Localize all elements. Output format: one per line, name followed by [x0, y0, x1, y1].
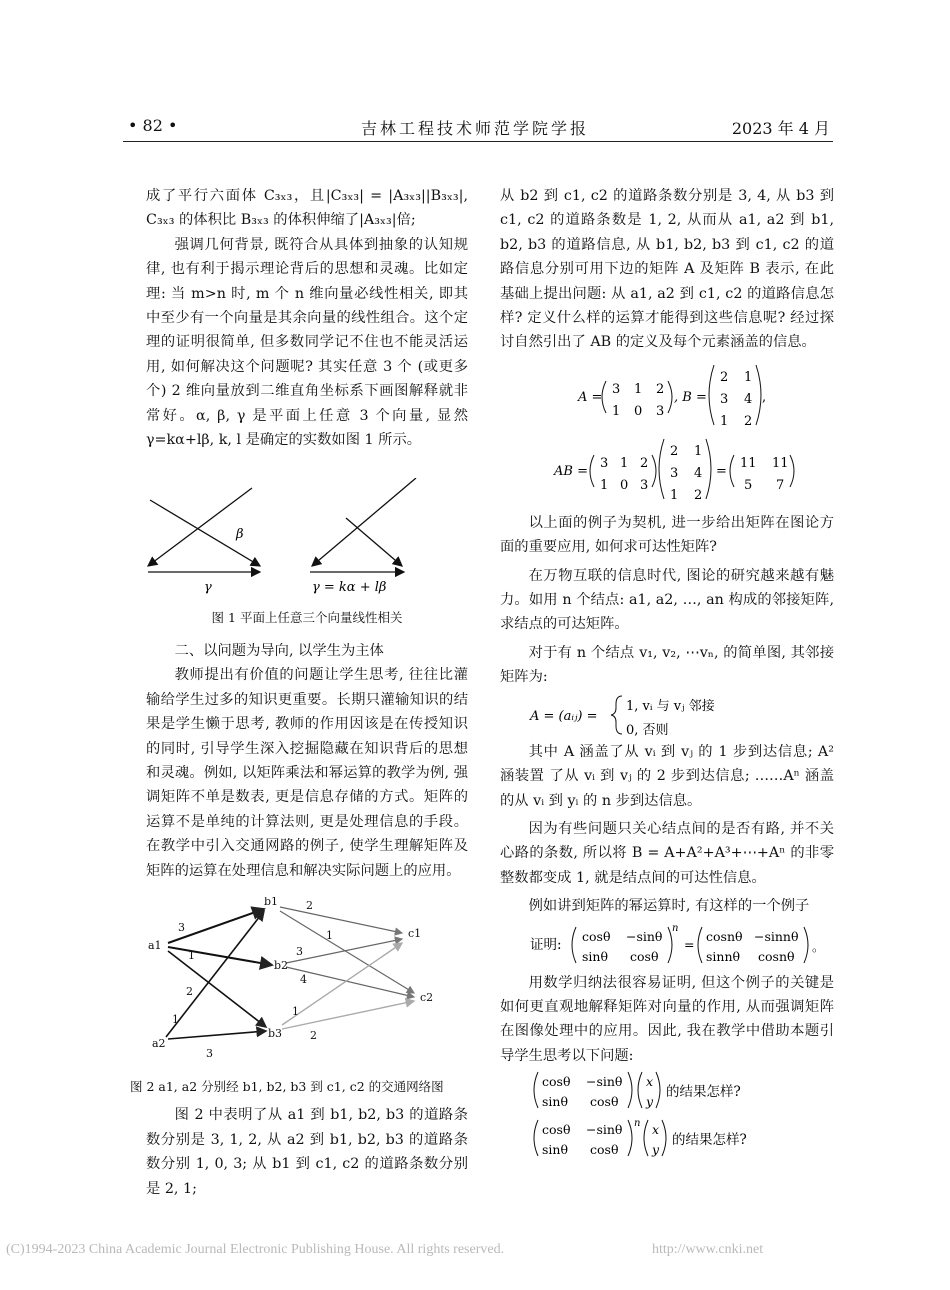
edge-label: 3: [178, 920, 185, 934]
alpha-vector: [312, 478, 416, 566]
rotation-identity: [500, 919, 834, 971]
matrix-cell: 2: [720, 369, 729, 385]
left-paren: [602, 381, 606, 413]
paragraph: 对于有 n 个结点 v₁, v₂, ⋯vₙ, 的简单图, 其邻接矩阵为:: [500, 644, 834, 686]
edge-label: 1: [188, 948, 195, 962]
right-paren: [804, 927, 808, 963]
matrix-cell: sinnθ: [706, 948, 741, 964]
paragraph: 以上面的例子为契机, 进一步给出矩阵在图论方面的重要应用, 如何求可达性矩阵?: [500, 514, 834, 556]
matrix-b-label: , B =: [674, 389, 707, 405]
matrix-cell: −sinθ: [586, 1122, 623, 1138]
matrix-cell: cosθ: [542, 1074, 571, 1090]
paragraph: 从 b2 到 c1, c2 的道路条数分别是 3, 4, 从 b3 到 c1, c2 的道路条数是 1, 2, 从而从 a1, a2 到 b1, b2, b3 的道路信息, 从 b1, b2, b3 到 c1, c2 的道路信息分别可用下边的矩阵 A 及矩阵 B 表示, 在此基础上提出问题: 从 a1, a2 到 c1, c2 的道路信息怎样? 定义什么样的运算才能得到这些信息呢? 经过探讨自然引出了 AB 的定义及每个元素涵盖的信息。: [500, 188, 834, 351]
left-paren: [534, 1120, 538, 1156]
beta-vector: [346, 518, 402, 566]
case-otherwise: 0, 否则: [626, 722, 669, 738]
matrix-cell: 1: [620, 455, 629, 471]
matrix-cell: 1: [694, 443, 703, 459]
matrix-a-label: A =: [578, 389, 603, 405]
paragraph: 图 2 中表明了从 a1 到 b1, b2, b3 的道路条数分别是 3, 1, 2, 从 a2 到 b1, b2, b3 的道路条数分别 1, 0, 3; 从 b1 到 c1, c2 的道路条数分别是 2, 1;: [146, 1107, 468, 1197]
left-paren: [644, 1120, 648, 1156]
matrix-cell: cosθ: [582, 928, 611, 944]
matrix-cell: 2: [640, 455, 649, 471]
gamma-label: γ: [204, 580, 212, 596]
matrix-cell: 2: [694, 487, 703, 503]
paragraph: 因为有些问题只关心结点间的是否有路, 并不关心路的条数, 所以将 B = A+A²+A³+⋯+Aⁿ 的非零整数都变成 1, 就是结点间的可达性信息。: [500, 820, 834, 886]
edge-a2-b3: [168, 1031, 266, 1039]
matrix-cell: 3: [670, 465, 679, 481]
edge-b2-c1: [286, 939, 402, 963]
paragraph: 例如讲到矩阵的幂运算时, 有这样的一个例子: [528, 898, 810, 915]
left-paren: [659, 439, 664, 499]
matrix-cell: 5: [744, 477, 753, 493]
matrix-cell: 2: [744, 413, 753, 429]
paragraph: 成了平行六面体 C₃ₓ₃，且|C₃ₓ₃| = |A₃ₓ₃||B₃ₓ₃|, C₃ₓ₃ 的体积比 B₃ₓ₃ 的体积伸缩了|A₃ₓ₃|倍;: [146, 188, 468, 229]
footer-url[interactable]: http://www.cnki.net: [652, 1242, 764, 1257]
matrix-cell: 1: [600, 477, 609, 493]
adjacency-lhs: A = (aᵢⱼ) =: [530, 708, 598, 724]
edge-b3-c2: [282, 1001, 414, 1029]
running-header: [0, 116, 950, 142]
matrix-cell: sinθ: [542, 1142, 568, 1158]
question-2: [500, 1116, 834, 1162]
vector-cell: x: [646, 1074, 654, 1090]
beta-label: β: [236, 527, 244, 543]
matrix-cell: cosθ: [590, 1094, 619, 1110]
copyright-notice: (C)1994-2023 China Academic Journal Electronic Publishing House. All rights reserved.: [6, 1242, 505, 1257]
question-text: 的结果怎样?: [672, 1132, 747, 1149]
edge-label: 1: [326, 928, 333, 942]
issue-date: 2023 年 4 月: [731, 119, 830, 138]
matrix-cell: 1: [720, 413, 729, 429]
left-paren: [590, 455, 594, 487]
punctuation: ,: [762, 389, 767, 405]
paragraph: 用数学归纳法很容易证明, 但这个例子的关键是如何更直观地解释矩阵对向量的作用, 从而强调矩阵在图像处理中的应用。因此, 我在教学中借助本题引导学生思考以下问题:: [500, 974, 834, 1064]
right-paren: [790, 455, 794, 487]
paragraph: 其中 A 涵盖了从 vᵢ 到 vⱼ 的 1 步到达信息; A² 涵装置 了从 vᵢ 到 vⱼ 的 2 步到达信息; ……Aⁿ 涵盖的从 vᵢ 到 yᵢ 的 n 步到达信息。: [500, 743, 834, 809]
node-b2: b2: [274, 958, 289, 972]
paragraph: 在万物互联的信息时代, 图论的研究越来越有魅力。如用 n 个结点: a1, a2, …, an 构成的邻接矩阵, 求结点的可达矩阵。: [500, 567, 834, 633]
edge-label: 2: [310, 1028, 317, 1042]
edge-label: 3: [206, 1046, 213, 1060]
right-column: [500, 184, 834, 1162]
left-paren: [572, 927, 576, 963]
node-a1: a1: [148, 938, 162, 952]
paragraph: 强调几何背景, 既符合从具体到抽象的认知规律, 也有利于揭示理论背后的思想和灵魂。比如定理: 当 m>n 时, m 个 n 维向量必线性相关, 即其中至少有一个向量是其余向量的线性组合。这个定理的证明很简单, 但多数同学记不住也不能灵活运用, 如何解决这个问题呢? 其实任意 3 个 (或更多个) 2 维向量放到二维直角坐标系下画图解释就非常好。α, β, γ 是平面上任意 3 个向量, 显然 γ=kα+lβ, k, l 是确定的实数如图 1 所示。: [146, 236, 468, 449]
matrix-cell: 1: [670, 487, 679, 503]
matrix-definitions: [500, 361, 834, 433]
node-b1: b1: [264, 896, 279, 908]
matrix-cell: 3: [600, 455, 609, 471]
section-heading: 二、以问题为导向, 以学生为主体: [174, 642, 384, 659]
matrix-cell: −sinθ: [626, 928, 663, 944]
figure-2: [146, 897, 468, 1075]
matrix-cell: cosθ: [590, 1142, 619, 1158]
header-rule: [123, 141, 833, 142]
matrix-cell: 1: [744, 369, 753, 385]
right-paren: [652, 455, 656, 487]
combination-equation: γ = kα + lβ: [312, 580, 387, 596]
paragraph: 教师提出有价值的问题让学生思考, 往往比灌输给学生过多的知识更重要。长期只灌输知识的结果是学生懒于思考, 教师的作用因该是在传授知识的同时, 引导学生深入挖掘隐藏在知识背后的思想和灵魂。例如, 以矩阵乘法和幂运算的教学为例, 强调矩阵不单是数表, 更是信息存储的方式。矩阵的运算不是单纯的计算法则, 更是处理信息的手段。在教学中引入交通网路的例子, 使学生理解矩阵及矩阵的运算在处理信息和解决实际问题上的应用。: [146, 667, 468, 879]
left-column: [130, 184, 468, 1201]
matrix-cell: −sinθ: [586, 1074, 623, 1090]
right-paren: [656, 1072, 660, 1108]
right-paren: [706, 439, 711, 499]
matrix-cell: 0: [620, 477, 629, 493]
edge-label: 2: [186, 984, 193, 998]
matrix-cell: 3: [640, 477, 649, 493]
right-paren: [668, 381, 672, 413]
proof-label: 证明:: [530, 936, 562, 953]
matrix-cell: sinθ: [542, 1094, 568, 1110]
matrix-cell: 0: [634, 403, 643, 419]
matrix-cell: cosnθ: [706, 928, 743, 944]
matrix-cell: 3: [720, 391, 729, 407]
node-c1: c1: [408, 926, 422, 940]
matrix-cell: 7: [776, 477, 785, 493]
edge-label: 4: [300, 972, 307, 986]
exponent: n: [672, 922, 679, 934]
vector-cell: x: [652, 1122, 660, 1138]
matrix-cell: cosθ: [630, 948, 659, 964]
edge-label: 3: [296, 944, 303, 958]
vector-cell: y: [646, 1094, 654, 1110]
page-number: • 82 •: [128, 116, 178, 135]
matrix-cell: 2: [670, 443, 679, 459]
product-label: AB =: [554, 463, 588, 479]
left-brace: [611, 696, 622, 734]
matrix-cell: 4: [744, 391, 753, 407]
matrix-cell: 11: [772, 455, 789, 471]
matrix-cell: 4: [694, 465, 703, 481]
matrix-cell: 3: [612, 381, 621, 397]
punctuation: 。: [812, 938, 825, 954]
matrix-cell: 3: [656, 403, 665, 419]
edge-label: 1: [292, 1004, 299, 1018]
matrix-cell: −sinnθ: [754, 928, 799, 944]
node-b3: b3: [268, 1026, 283, 1040]
equals-sign: =: [684, 936, 695, 952]
figure-2-network: [146, 897, 468, 1075]
edge-b1-c1: [280, 907, 402, 933]
matrix-cell: sinθ: [582, 948, 608, 964]
matrix-cell: 11: [740, 455, 757, 471]
question-1: [500, 1068, 834, 1114]
left-paren: [638, 1072, 642, 1108]
left-paren: [698, 927, 702, 963]
right-paren: [756, 365, 761, 425]
matrix-cell: 1: [634, 381, 643, 397]
edge-label: 1: [172, 1012, 179, 1026]
matrix-product: [500, 435, 834, 507]
exponent: n: [634, 1118, 641, 1130]
figure-1-caption: 图 1 平面上任意三个向量线性相关: [211, 610, 403, 626]
left-paren: [709, 365, 714, 425]
matrix-cell: 2: [656, 381, 665, 397]
matrix-cell: cosnθ: [758, 948, 795, 964]
edge-label: 2: [306, 898, 313, 912]
case-adjacent: 1, vᵢ 与 vⱼ 邻接: [626, 698, 715, 714]
equals-sign: =: [716, 463, 727, 479]
adjacency-definition: [500, 690, 834, 740]
node-a2: a2: [152, 1036, 166, 1050]
figure-1: [146, 478, 468, 598]
question-text: 的结果怎样?: [666, 1084, 741, 1101]
vector-cell: y: [652, 1142, 660, 1158]
left-paren: [534, 1072, 538, 1108]
right-paren: [628, 1120, 632, 1156]
node-c2: c2: [420, 990, 434, 1004]
journal-title: 吉林工程技术师范学院学报: [360, 119, 589, 138]
matrix-cell: cosθ: [542, 1122, 571, 1138]
figure-1-diagram: [146, 478, 468, 598]
right-paren: [662, 1120, 666, 1156]
left-paren: [730, 455, 734, 487]
figure-2-caption: 图 2 a1, a2 分别经 b1, b2, b3 到 c1, c2 的交通网络图: [130, 1078, 444, 1094]
right-paren: [628, 1072, 632, 1108]
matrix-cell: 1: [612, 403, 621, 419]
